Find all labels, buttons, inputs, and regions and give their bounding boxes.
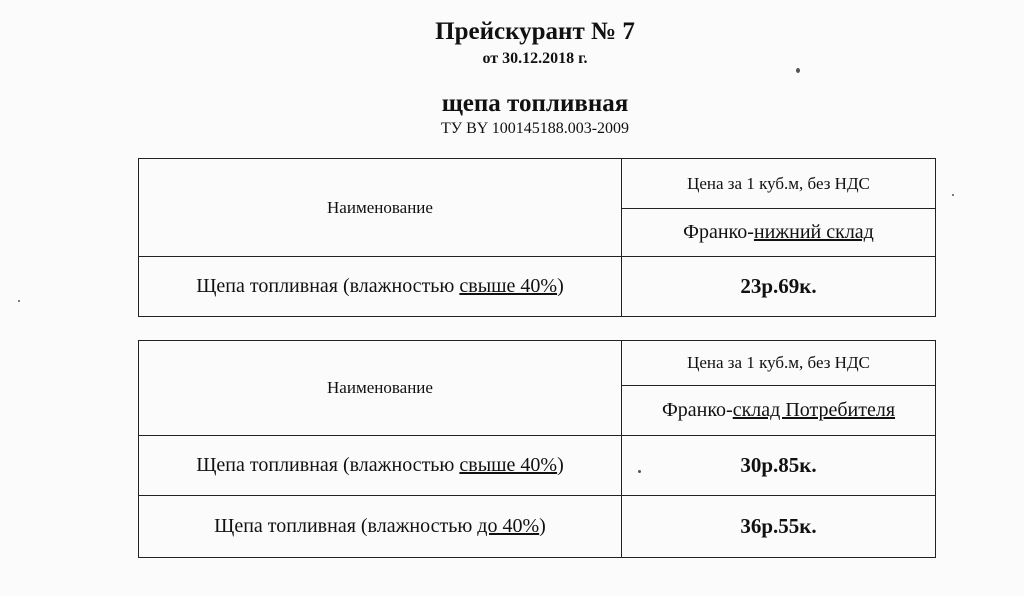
item-name-suffix: ) bbox=[557, 454, 564, 476]
document-date: от 30.12.2018 г. bbox=[482, 50, 588, 67]
product-heading: щепа топливная bbox=[441, 90, 629, 117]
item-name bbox=[139, 436, 622, 496]
price-table-consumer-warehouse bbox=[138, 340, 936, 558]
column-header-price: Цена за 1 куб.м, без НДС bbox=[622, 159, 936, 209]
technical-spec: ТУ BY 100145188.003-2009 bbox=[440, 120, 630, 137]
item-price: 30р.85к. bbox=[622, 436, 936, 496]
price-table-lower-warehouse bbox=[138, 158, 936, 317]
column-header-name: Наименование bbox=[139, 341, 622, 436]
item-moisture: до 40% bbox=[477, 515, 540, 537]
delivery-basis-prefix: Франко- bbox=[661, 399, 733, 421]
item-name-prefix: Щепа топливная (влажностью bbox=[196, 275, 460, 297]
scan-speck bbox=[952, 194, 954, 196]
item-name-suffix: ) bbox=[557, 275, 564, 297]
delivery-basis-place: склад Потребителя bbox=[732, 399, 896, 421]
scan-speck bbox=[638, 470, 641, 473]
document-title: Прейскурант № 7 bbox=[435, 18, 635, 45]
scan-speck bbox=[18, 300, 20, 302]
item-name bbox=[139, 257, 622, 317]
delivery-basis-prefix: Франко- bbox=[683, 221, 754, 243]
column-header-price: Цена за 1 куб.м, без НДС bbox=[622, 341, 936, 386]
item-price: 36р.55к. bbox=[622, 496, 936, 558]
table-row bbox=[139, 496, 936, 558]
scan-speck bbox=[796, 68, 800, 73]
item-name-suffix: ) bbox=[539, 515, 546, 537]
delivery-basis-place: нижний склад bbox=[753, 221, 874, 243]
item-name bbox=[139, 496, 622, 558]
table-row bbox=[139, 257, 936, 317]
item-moisture: свыше 40% bbox=[459, 275, 558, 297]
column-header-name: Наименование bbox=[139, 159, 622, 257]
item-name-prefix: Щепа топливная (влажностью bbox=[214, 515, 478, 537]
table-row bbox=[139, 436, 936, 496]
delivery-basis bbox=[622, 386, 936, 436]
item-price: 23р.69к. bbox=[622, 257, 936, 317]
delivery-basis bbox=[622, 209, 936, 257]
item-name-prefix: Щепа топливная (влажностью bbox=[196, 454, 460, 476]
item-moisture: свыше 40% bbox=[459, 454, 558, 476]
